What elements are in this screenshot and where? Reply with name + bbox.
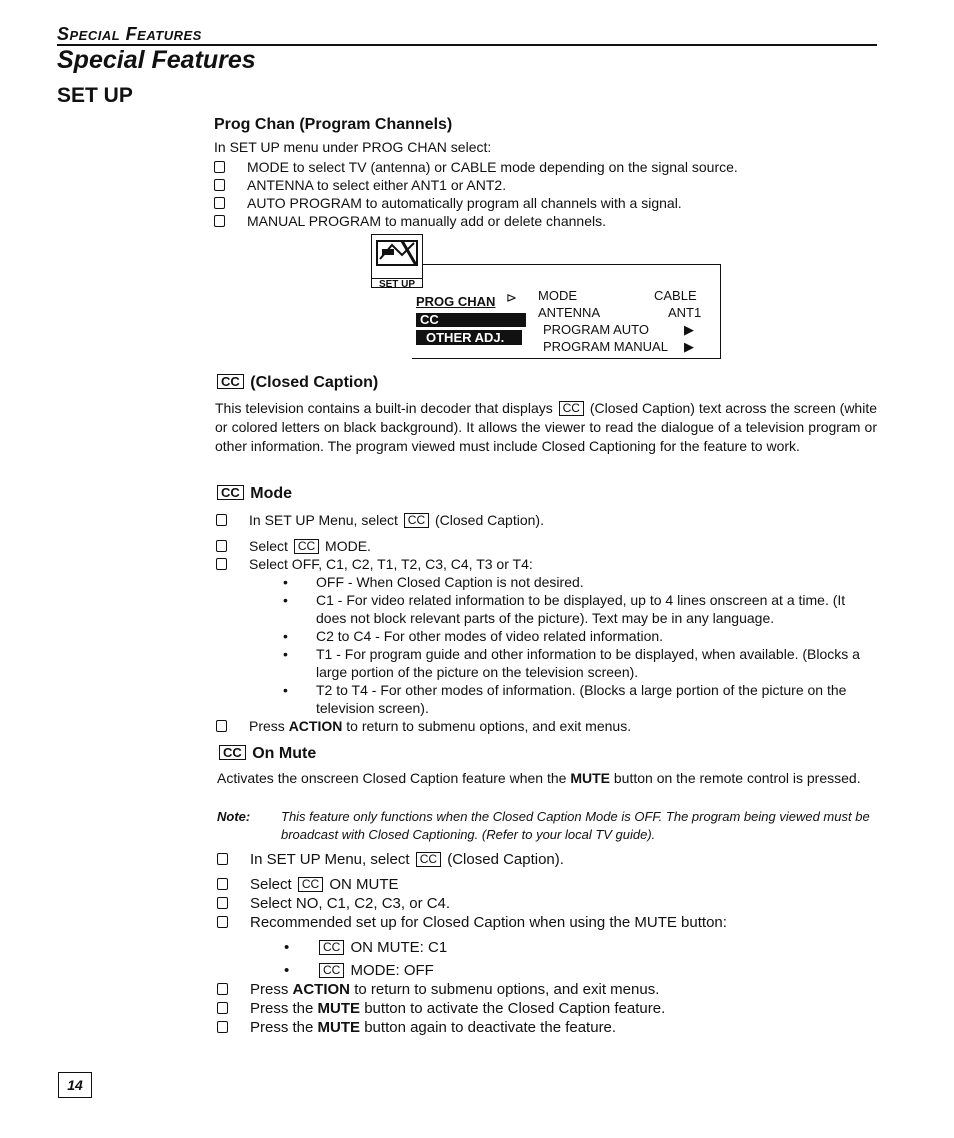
menu-row-label: PROGRAM MANUAL [543,339,668,354]
checkbox-bullet-icon [217,916,228,928]
dot-item: • CC MODE: OFF [284,962,434,979]
menu-arrow-icon: ⊳ [506,290,517,305]
list-item: ANTENNA to select either ANT1 or ANT2. [214,176,874,194]
closed-caption-text: This television contains a built-in decoder that displays CC (Closed Caption) text across the screen (white or colored letters on black background). It allows the viewer to read the dialogue of a television program or other information. The program viewed must include Closed Captioning for the feature to work. [215,400,877,454]
cc-badge: CC [559,401,584,416]
list-item: In SET UP Menu, select CC (Closed Caption). [216,511,878,529]
checkbox-bullet-icon [216,720,227,732]
dot-item: • CC ON MUTE: C1 [284,939,448,956]
checkbox-bullet-icon [217,853,228,865]
list-item: Recommended set up for Closed Caption when using the MUTE button: [217,913,879,932]
cc-badge: CC [319,963,344,978]
checkbox-bullet-icon [216,514,227,526]
prog-chan-list [214,158,874,230]
dot-item: • C2 to C4 - For other modes of video related information. [283,628,664,644]
on-mute-note: Note: This feature only functions when the Closed Caption Mode is OFF. The program being viewed must be broadcast with Closed Captioning. (Refer to your local TV guide). [217,809,870,842]
list-item: Select NO, C1, C2, C3, or C4. [217,894,879,913]
cc-mode-heading: CC Mode [215,485,292,503]
list-item: Press the MUTE button to activate the Closed Caption feature. [217,999,879,1018]
menu-row-value: ANT1 [668,305,702,320]
checkbox-bullet-icon [214,161,225,173]
menu-cc-item: CC [416,313,526,327]
menu-prog-chan: PROG CHAN [416,294,496,309]
on-mute-text: Activates the onscreen Closed Caption feature when the MUTE button on the remote control is pressed. [217,770,861,786]
list-item: Select CC MODE. [216,537,878,555]
page-number: 14 [58,1072,92,1098]
cc-badge: CC [404,513,429,528]
section-title: SET UP [57,84,133,107]
dot-item: • T1 - For program guide and other information to be displayed, when available. (Blocks a large portion of the picture on the television screen). [283,646,860,680]
menu-row-label: MODE [538,288,577,303]
cc-badge: CC [217,374,244,389]
cc-badge: CC [217,485,244,500]
menu-row-arrow-icon: ▶ [684,322,694,337]
note-label: Note: [217,809,251,824]
list-item: AUTO PROGRAM to automatically program all channels with a signal. [214,194,874,212]
on-mute-list [217,850,879,1037]
list-item: In SET UP Menu, select CC (Closed Caption). [217,850,879,869]
checkbox-bullet-icon [216,558,227,570]
dot-item: • OFF - When Closed Caption is not desired. [283,574,584,590]
checkbox-bullet-icon [214,179,225,191]
checkbox-bullet-icon [217,1021,228,1033]
cc-mode-list [216,511,878,735]
cc-badge: CC [219,745,246,760]
list-item: MODE to select TV (antenna) or CABLE mode depending on the signal source. [214,158,874,176]
checkbox-bullet-icon [217,878,228,890]
cc-badge: CC [416,852,441,867]
cc-badge: CC [319,940,344,955]
prog-chan-intro: In SET UP menu under PROG CHAN select: [214,139,492,155]
checkbox-bullet-icon [217,983,228,995]
list-item: Select OFF, C1, C2, T1, T2, C3, C4, T3 or T4: [216,555,878,573]
menu-row-label: PROGRAM AUTO [543,322,649,337]
page-title: Special Features [57,46,256,74]
cc-badge: CC [298,877,323,892]
checkbox-bullet-icon [217,897,228,909]
dot-item: • T2 to T4 - For other modes of information. (Blocks a large portion of the picture on the television screen). [283,682,847,716]
checkbox-bullet-icon [214,197,225,209]
dot-item: • C1 - For video related information to be displayed, up to 4 lines onscreen at a time. (It does not block relevant parts of the picture). Text may be in any language. [283,592,846,626]
setup-tools-icon [372,235,422,273]
menu-row-value: CABLE [654,288,697,303]
list-item: MANUAL PROGRAM to manually add or delete channels. [214,212,874,230]
menu-row-arrow-icon: ▶ [684,339,694,354]
list-item: Press ACTION to return to submenu options, and exit menus. [217,980,879,999]
setup-menu-icon [371,234,423,288]
checkbox-bullet-icon [217,1002,228,1014]
running-header: Special Features [57,24,202,44]
checkbox-bullet-icon [216,540,227,552]
list-item: Select CC ON MUTE [217,875,879,894]
checkbox-bullet-icon [214,215,225,227]
list-item: Press the MUTE button again to deactivate the feature. [217,1018,879,1037]
closed-caption-heading: CC (Closed Caption) [215,374,378,392]
cc-badge: CC [294,539,319,554]
menu-row-label: ANTENNA [538,305,601,320]
prog-chan-heading: Prog Chan (Program Channels) [214,116,453,133]
list-item: Press ACTION to return to submenu options, and exit menus. [216,717,878,735]
setup-icon-label: SET UP [372,278,422,291]
on-mute-heading: CC On Mute [217,745,316,763]
menu-other-adj-item: OTHER ADJ. [416,330,522,345]
